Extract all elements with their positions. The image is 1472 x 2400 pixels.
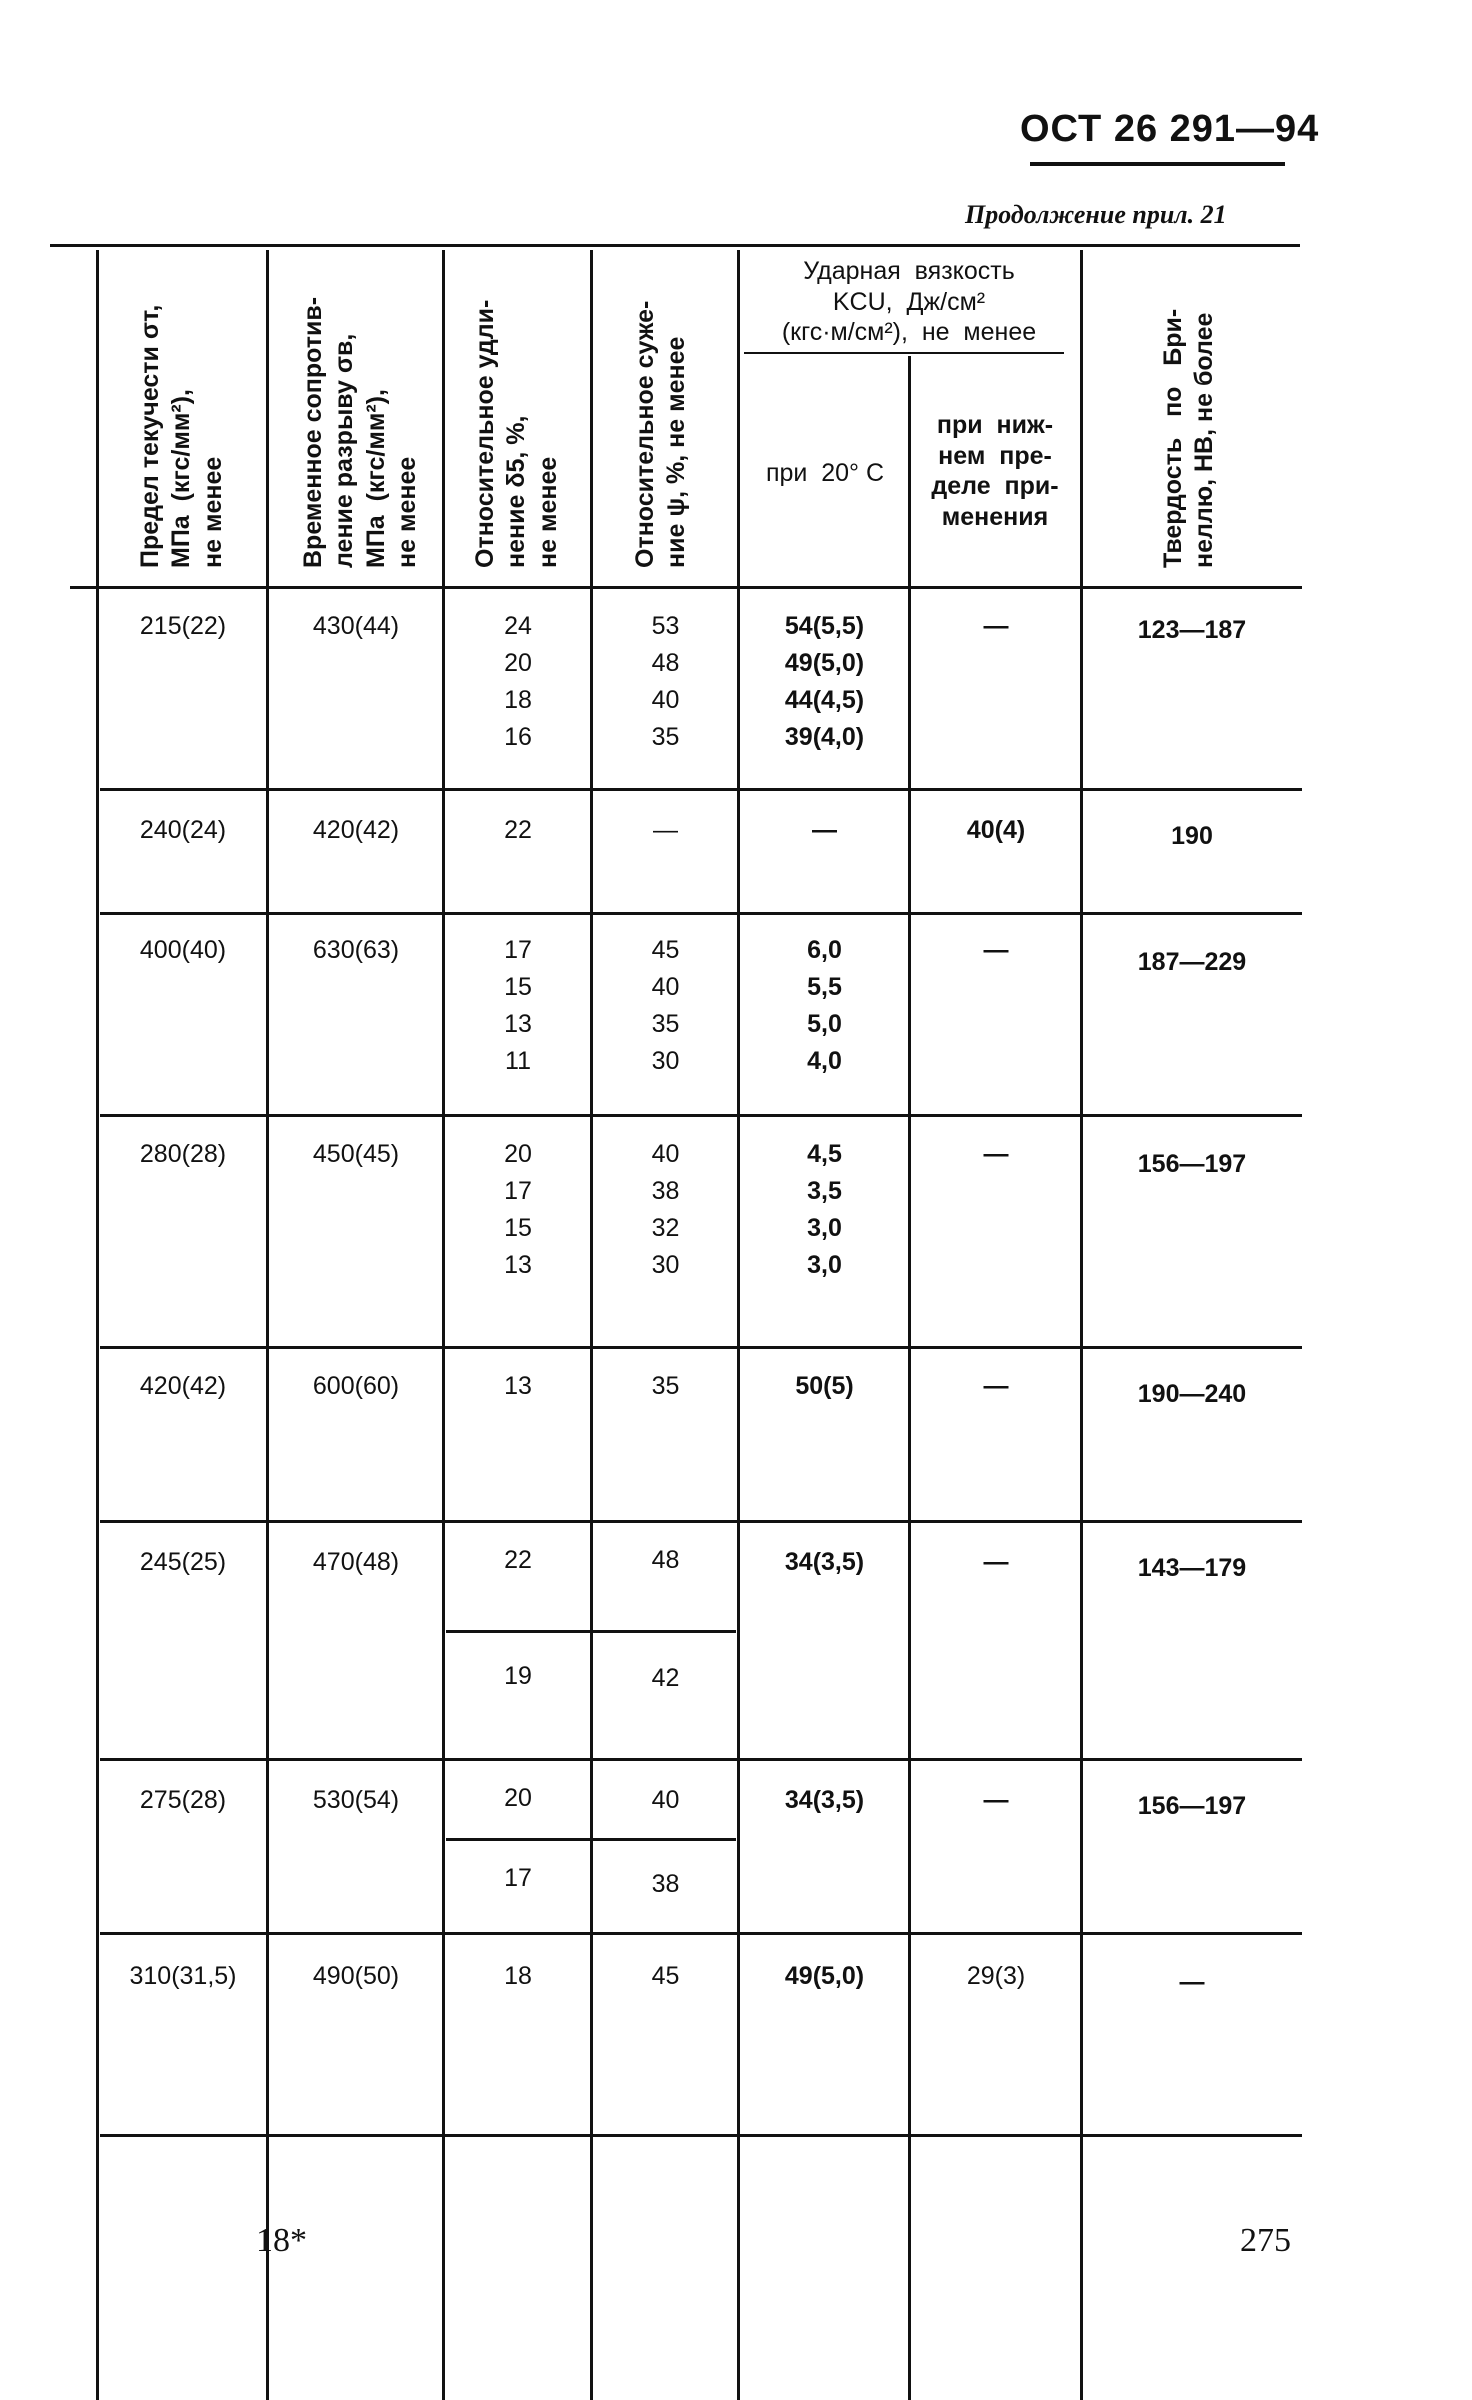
row6-tensile: 470(48) xyxy=(312,1548,400,1576)
row1-elong: 24 20 18 16 xyxy=(504,612,532,751)
row2-hb: 190 xyxy=(1171,822,1213,850)
row6-reduct: 48 xyxy=(651,1546,680,1574)
row3-reduct: 45 40 35 30 xyxy=(651,936,680,1075)
row4-tensile: 450(45) xyxy=(312,1140,400,1168)
row-rule-4 xyxy=(100,1346,1302,1349)
row7-yield: 275(28) xyxy=(139,1786,227,1814)
sub-rule-7 xyxy=(446,1838,736,1841)
document-code: ОСТ 26 291—94 xyxy=(1020,108,1320,150)
col-line-4 xyxy=(737,250,740,2400)
row7-kcu20: 34(3,5) xyxy=(784,1786,865,1814)
row3-yield: 400(40) xyxy=(139,936,227,964)
sub-rule-6 xyxy=(446,1630,736,1633)
row8-kculow: 29(3) xyxy=(966,1962,1026,1990)
row5-hb: 190—240 xyxy=(1137,1380,1247,1408)
row6-elong: 22 xyxy=(504,1546,532,1574)
row1-tensile: 430(44) xyxy=(312,612,400,640)
row4-kcu20: 4,5 3,5 3,0 3,0 xyxy=(807,1140,842,1279)
row-rule-5 xyxy=(100,1520,1302,1523)
row3-kcu20: 6,0 5,5 5,0 4,0 xyxy=(807,936,842,1075)
row7-elong-2: 17 xyxy=(504,1864,532,1892)
row-rule-6 xyxy=(100,1758,1302,1761)
row-rule-2 xyxy=(100,912,1302,915)
row6-kcu20: 34(3,5) xyxy=(784,1548,865,1576)
row8-tensile: 490(50) xyxy=(312,1962,400,1990)
row4-kculow: — xyxy=(983,1140,1009,1168)
row2-tensile: 420(42) xyxy=(312,816,400,844)
row-rule-7 xyxy=(100,1932,1302,1935)
row6-hb: 143—179 xyxy=(1137,1554,1247,1582)
row5-kcu20: 50(5) xyxy=(795,1372,854,1400)
row5-kculow: — xyxy=(983,1372,1009,1400)
col-header-impact: Ударная вязкость KCU, Дж/см² (кгс·м/см²), не менее xyxy=(781,257,1037,346)
col-header-tensile: Временное сопротив- ление разрыву σв, МПа (кгс/мм²), не менее xyxy=(299,296,421,568)
row2-reduct: — xyxy=(653,816,678,844)
col-header-elongation: Относительное удли- нение δ5, %, не менее xyxy=(471,299,562,568)
row8-hb: — xyxy=(1179,1968,1205,1996)
row5-tensile: 600(60) xyxy=(312,1372,400,1400)
row7-reduct-2: 38 xyxy=(651,1870,680,1898)
row8-kcu20: 49(5,0) xyxy=(784,1962,865,1990)
row1-hb: 123—187 xyxy=(1137,616,1247,644)
col-header-hardness: Твердость по Бри- неллю, НВ, не более xyxy=(1159,308,1219,568)
row5-elong: 13 xyxy=(504,1372,532,1400)
row7-elong: 20 xyxy=(504,1784,532,1812)
row7-hb: 156—197 xyxy=(1137,1792,1247,1820)
row6-elong-2: 19 xyxy=(504,1662,532,1690)
col-line-0 xyxy=(96,250,99,2400)
row3-elong: 17 15 13 11 xyxy=(504,936,532,1075)
row6-reduct-2: 42 xyxy=(651,1664,680,1692)
table-top-rule xyxy=(50,244,1300,247)
header-bottom-rule xyxy=(70,586,1302,589)
col-header-reduction: Относительное суже- ние ψ, %, не менее xyxy=(631,300,691,568)
signature-mark: 18* xyxy=(256,2222,307,2259)
row3-hb: 187—229 xyxy=(1137,948,1247,976)
row6-kculow: — xyxy=(983,1548,1009,1576)
continuation-note: Продолжение прил. 21 xyxy=(965,200,1227,229)
row7-kculow: — xyxy=(983,1786,1009,1814)
row4-reduct: 40 38 32 30 xyxy=(651,1140,680,1279)
header-underline xyxy=(1030,162,1285,166)
impact-subheader-rule xyxy=(744,352,1064,354)
col-line-2 xyxy=(442,250,445,2400)
row3-tensile: 630(63) xyxy=(312,936,400,964)
row5-yield: 420(42) xyxy=(139,1372,227,1400)
row-rule-1 xyxy=(100,788,1302,791)
col-header-yield: Предел текучести σт, МПа (кгс/мм²), не менее xyxy=(136,304,227,568)
row7-tensile: 530(54) xyxy=(312,1786,400,1814)
row7-reduct: 40 xyxy=(651,1786,680,1814)
col-line-5 xyxy=(908,356,911,2400)
row2-kculow: 40(4) xyxy=(966,816,1026,844)
page-number: 275 xyxy=(1240,2222,1291,2259)
col-line-3 xyxy=(590,250,593,2400)
row4-elong: 20 17 15 13 xyxy=(504,1140,532,1279)
row1-reduct: 53 48 40 35 xyxy=(651,612,680,751)
row5-reduct: 35 xyxy=(651,1372,680,1400)
row8-elong: 18 xyxy=(504,1962,532,1990)
row2-elong: 22 xyxy=(504,816,532,844)
col-header-impact-low: при ниж- нем пре- деле при- менения xyxy=(931,411,1059,531)
row1-kcu20: 54(5,5) 49(5,0) 44(4,5) 39(4,0) xyxy=(784,612,865,751)
row1-kculow: — xyxy=(983,612,1009,640)
row-rule-8 xyxy=(100,2134,1302,2137)
col-line-1 xyxy=(266,250,269,2400)
row8-reduct: 45 xyxy=(651,1962,680,1990)
col-header-impact-20c: при 20° С xyxy=(765,459,885,487)
row4-hb: 156—197 xyxy=(1137,1150,1247,1178)
row2-kcu20: — xyxy=(812,816,837,844)
row6-yield: 245(25) xyxy=(139,1548,227,1576)
row1-yield: 215(22) xyxy=(139,612,227,640)
row-rule-3 xyxy=(100,1114,1302,1117)
row4-yield: 280(28) xyxy=(139,1140,227,1168)
row8-yield: 310(31,5) xyxy=(129,1962,237,1990)
row3-kculow: — xyxy=(983,936,1009,964)
col-line-6 xyxy=(1080,250,1083,2400)
row2-yield: 240(24) xyxy=(139,816,227,844)
